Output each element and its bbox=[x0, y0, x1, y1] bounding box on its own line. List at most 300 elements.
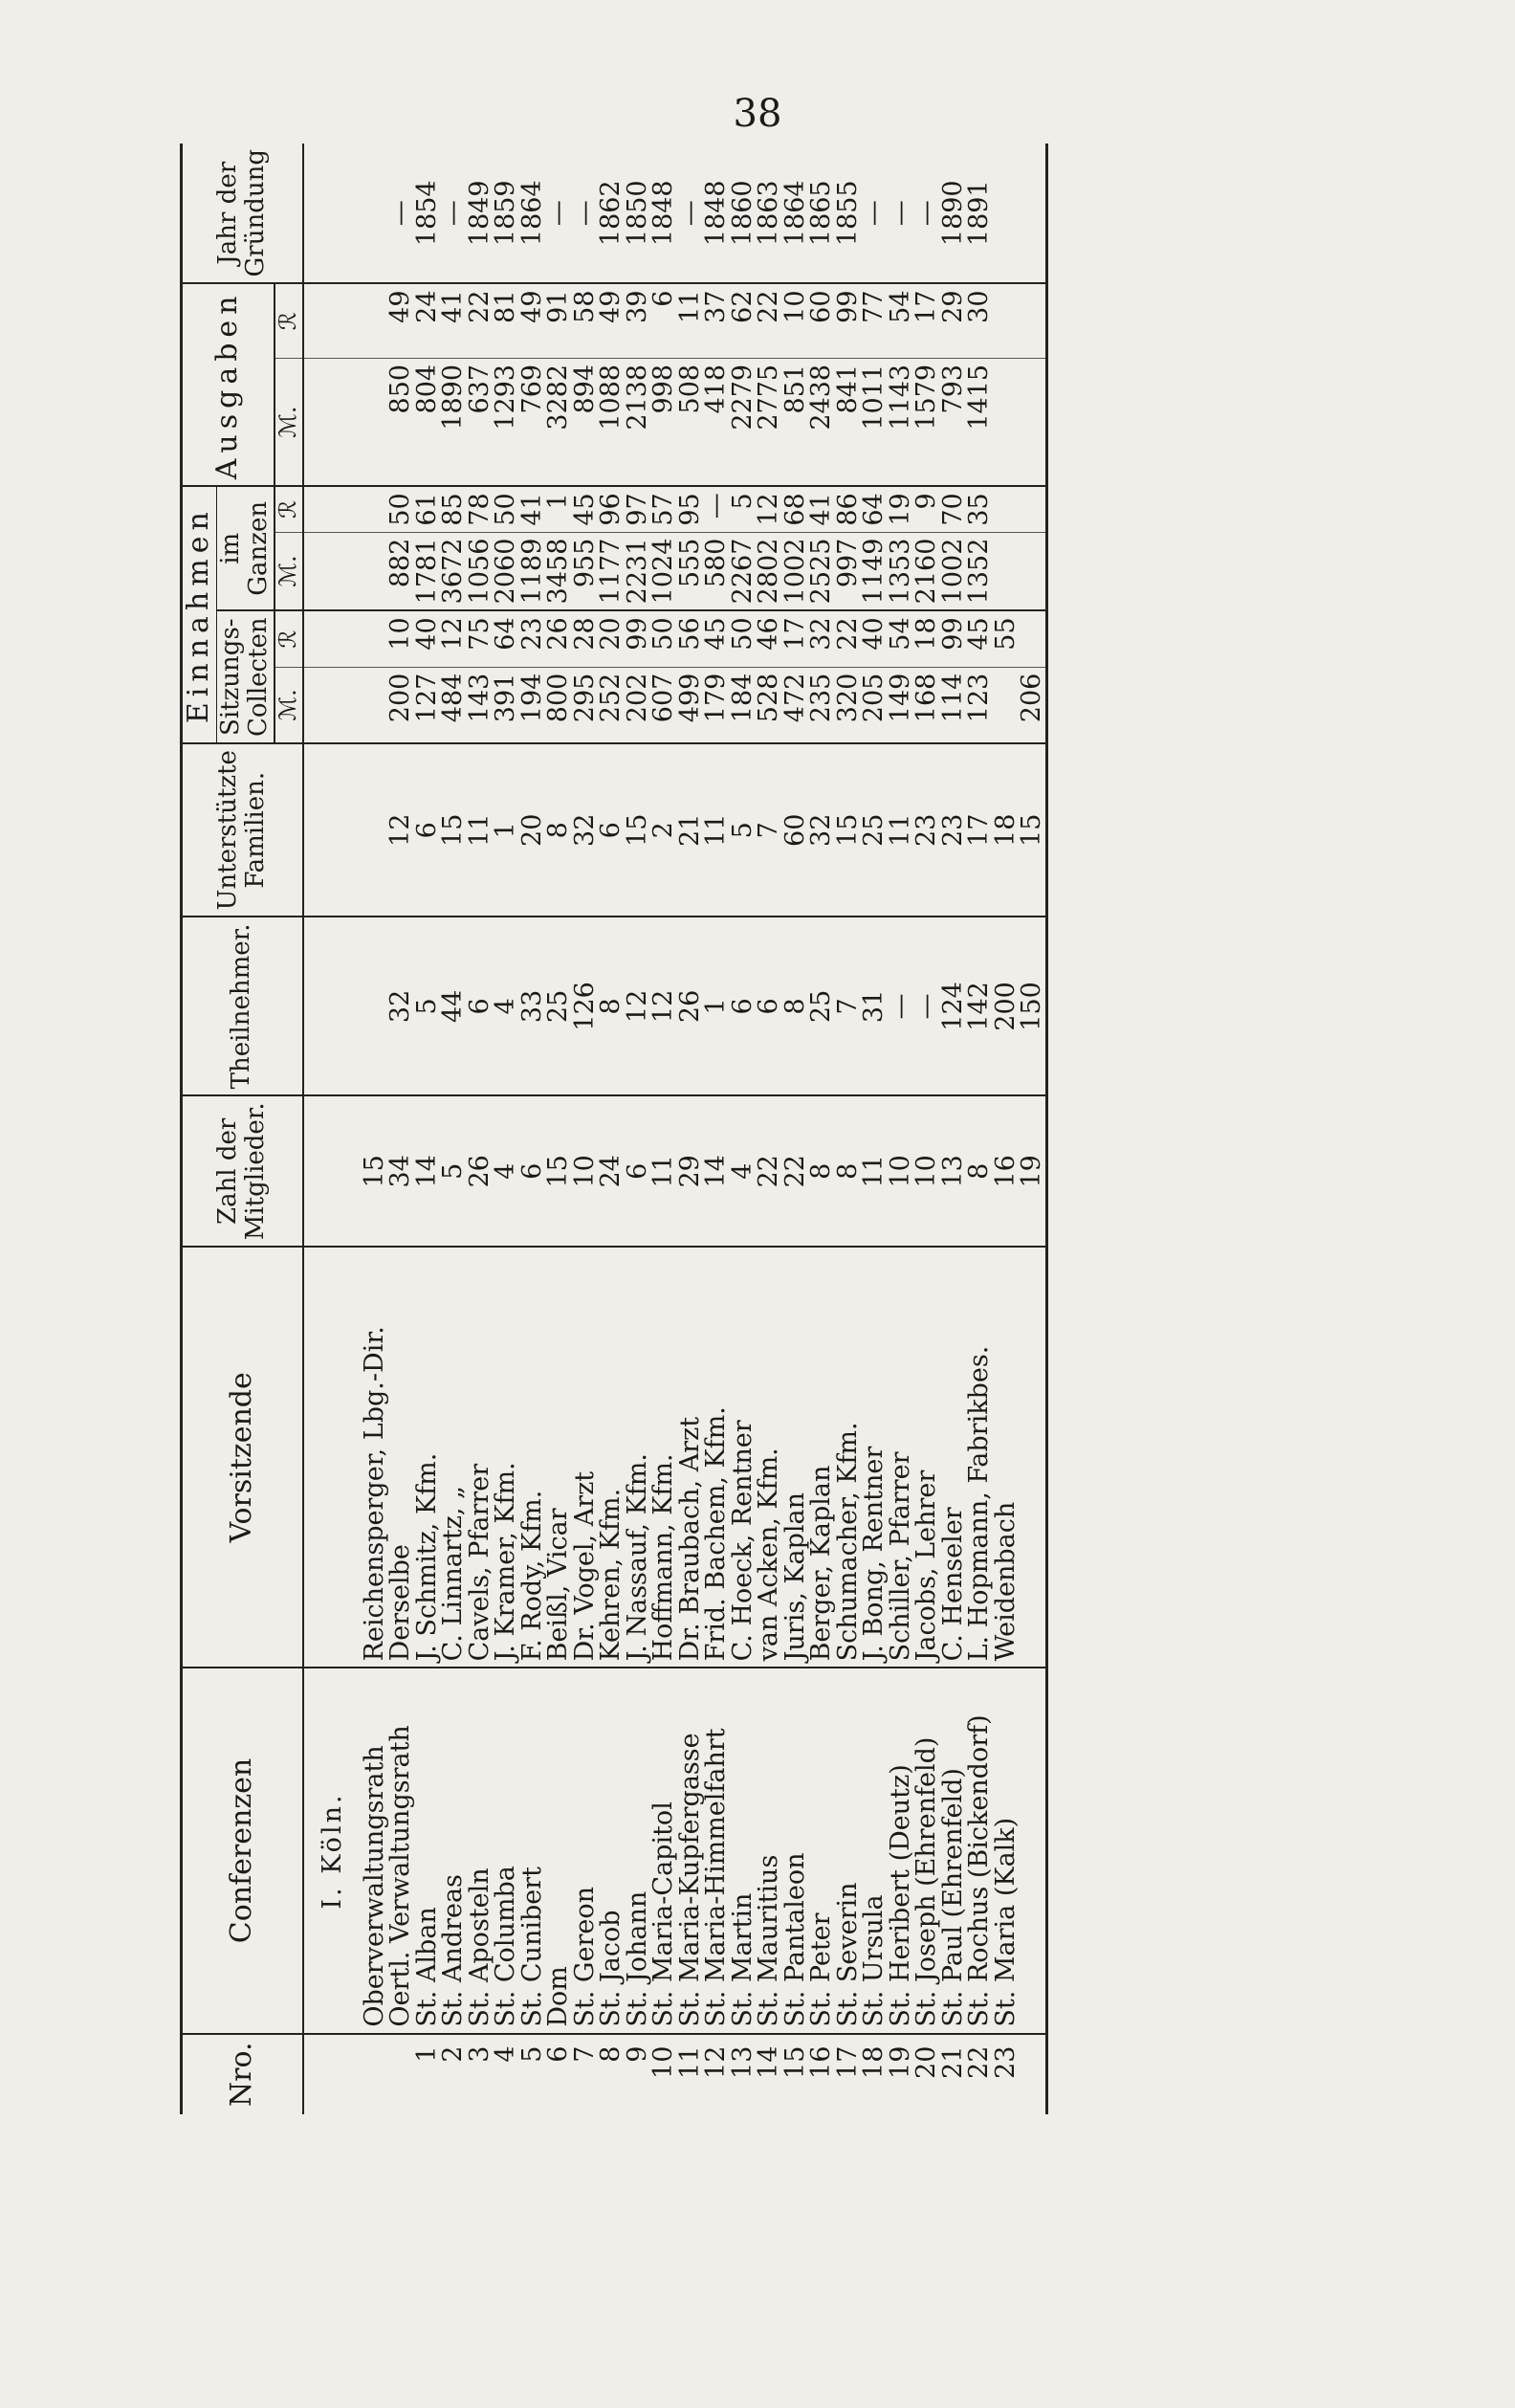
unit-pf-aus: ℛ bbox=[274, 284, 303, 359]
cell-sc-pf: 64 bbox=[493, 610, 519, 667]
cell-aus-mark: 841 bbox=[835, 358, 862, 486]
cell-sc-pf: 22 bbox=[835, 610, 862, 667]
cell-sc-pf: 50 bbox=[650, 610, 677, 667]
cell-aus-mark: 793 bbox=[940, 358, 967, 486]
cell-members: 22 bbox=[782, 1095, 809, 1247]
cell-participants: 5 bbox=[414, 917, 441, 1096]
cell-president: Dr. Vogel, Arzt bbox=[572, 1247, 599, 1668]
cell-sc-pf: 23 bbox=[519, 610, 546, 667]
cell-president: Cavels, Pfarrer bbox=[467, 1247, 494, 1668]
cell-president: J. Kramer, Kfm. bbox=[493, 1247, 519, 1668]
cell-members: 10 bbox=[888, 1095, 914, 1247]
cell-nr: 15 bbox=[779, 2045, 810, 2079]
cell-sc-mark: 607 bbox=[650, 667, 677, 743]
section-empty bbox=[303, 532, 362, 610]
cell-ig-mark: 1024 bbox=[650, 532, 677, 610]
cell-conference: St. Heribert (Deutz) bbox=[888, 1668, 914, 2033]
cell-ig-mark: 1189 bbox=[519, 532, 546, 610]
cell-year: 1860 bbox=[730, 144, 757, 284]
table-row bbox=[440, 144, 467, 2114]
cell-families: 32 bbox=[572, 743, 599, 917]
cell-participants: 31 bbox=[861, 917, 888, 1096]
cell-sc-mark: 235 bbox=[808, 667, 835, 743]
cell-sc-pf: 75 bbox=[467, 610, 494, 667]
table-row bbox=[730, 144, 757, 2114]
cell-nr: 9 bbox=[622, 2045, 652, 2063]
cell-nr bbox=[1019, 2034, 1046, 2114]
cell-aus-pf: 22 bbox=[467, 284, 494, 359]
cell-aus-mark bbox=[1019, 358, 1046, 486]
cell-aus-pf bbox=[362, 284, 388, 359]
table-row bbox=[835, 144, 862, 2114]
unit-mark-sc: ℳ. bbox=[274, 667, 303, 743]
cell-aus-mark: 2138 bbox=[625, 358, 651, 486]
cell-ig-pf: 96 bbox=[598, 486, 625, 532]
section-empty bbox=[303, 284, 362, 359]
cell-year: — bbox=[545, 144, 572, 284]
cell-nr: 17 bbox=[832, 2045, 863, 2079]
cell-members: 22 bbox=[756, 1095, 782, 1247]
cell-sc-mark: 194 bbox=[519, 667, 546, 743]
cell-sc-pf: 40 bbox=[414, 610, 441, 667]
cell-members: 14 bbox=[414, 1095, 441, 1247]
cell-participants: 7 bbox=[835, 917, 862, 1096]
cell-aus-mark: 418 bbox=[703, 358, 730, 486]
cell-participants: 150 bbox=[1019, 917, 1046, 1096]
cell-aus-pf: 24 bbox=[414, 284, 441, 359]
cell-conference: Dom bbox=[545, 1668, 572, 2033]
cell-families: 1 bbox=[493, 743, 519, 917]
table-row bbox=[362, 144, 388, 2114]
cell-year: 1855 bbox=[835, 144, 862, 284]
cell-president: Weidenbach bbox=[993, 1247, 1020, 1668]
table-row bbox=[572, 144, 599, 2114]
cell-nr: 5 bbox=[516, 2045, 547, 2063]
cell-nr: 10 bbox=[648, 2045, 679, 2079]
cell-sc-pf: 12 bbox=[440, 610, 467, 667]
cell-members: 11 bbox=[650, 1095, 677, 1247]
cell-nr: 23 bbox=[990, 2045, 1021, 2079]
header-supported-families: Unterstützte Familien. bbox=[182, 743, 303, 917]
cell-president: Hoffmann, Kfm. bbox=[650, 1247, 677, 1668]
cell-president: Dr. Braubach, Arzt bbox=[677, 1247, 704, 1668]
cell-ig-pf: 64 bbox=[861, 486, 888, 532]
table-row bbox=[703, 144, 730, 2114]
cell-members: 14 bbox=[703, 1095, 730, 1247]
cell-nr: 13 bbox=[727, 2045, 758, 2079]
cell-ig-mark: 1056 bbox=[467, 532, 494, 610]
cell-year: 1891 bbox=[966, 144, 993, 284]
cell-president: Kehren, Kfm. bbox=[598, 1247, 625, 1668]
cell-year: 1850 bbox=[625, 144, 651, 284]
cell-sc-mark: 202 bbox=[625, 667, 651, 743]
cell-participants: 33 bbox=[519, 917, 546, 1096]
cell-year: 1849 bbox=[467, 144, 494, 284]
cell-aus-mark: 851 bbox=[782, 358, 809, 486]
cell-participants: 4 bbox=[493, 917, 519, 1096]
cell-families: 11 bbox=[703, 743, 730, 917]
cell-sc-pf: 20 bbox=[598, 610, 625, 667]
cell-sc-pf: 32 bbox=[808, 610, 835, 667]
cell-ig-pf: 41 bbox=[519, 486, 546, 532]
cell-nr: 14 bbox=[754, 2045, 784, 2079]
unit-pf-ig: ℛ bbox=[274, 486, 303, 532]
cell-members: 4 bbox=[730, 1095, 757, 1247]
table-row bbox=[677, 144, 704, 2114]
cell-participants: 200 bbox=[993, 917, 1020, 1096]
cell-participants: 25 bbox=[808, 917, 835, 1096]
cell-year: 1854 bbox=[414, 144, 441, 284]
cell-sc-mark: 179 bbox=[703, 667, 730, 743]
cell-ig-pf: 85 bbox=[440, 486, 467, 532]
cell-ig-mark: 2160 bbox=[913, 532, 940, 610]
cell-nr: 20 bbox=[911, 2045, 942, 2079]
cell-president: Schiller, Pfarrer bbox=[888, 1247, 914, 1668]
cell-sc-pf: 26 bbox=[545, 610, 572, 667]
cell-ig-mark: 1781 bbox=[414, 532, 441, 610]
cell-aus-mark: 508 bbox=[677, 358, 704, 486]
cell-conference: Oertl. Verwaltungsrath bbox=[387, 1668, 414, 2033]
cell-ig-mark: 2802 bbox=[756, 532, 782, 610]
cell-president: C. Hoeck, Rentner bbox=[730, 1247, 757, 1668]
rotated-table-wrapper bbox=[180, 144, 1394, 2114]
cell-families: 23 bbox=[940, 743, 967, 917]
cell-families: 2 bbox=[650, 743, 677, 917]
cell-year: 1848 bbox=[650, 144, 677, 284]
table-row bbox=[598, 144, 625, 2114]
cell-president: Jacobs, Lehrer bbox=[913, 1247, 940, 1668]
cell-nr bbox=[387, 2034, 414, 2114]
cell-year: — bbox=[440, 144, 467, 284]
cell-ig-mark bbox=[993, 532, 1020, 610]
cell-nr: 8 bbox=[596, 2045, 626, 2063]
cell-aus-mark: 804 bbox=[414, 358, 441, 486]
cell-ig-pf: 78 bbox=[467, 486, 494, 532]
cell-ig-mark: 3672 bbox=[440, 532, 467, 610]
cell-sc-mark: 184 bbox=[730, 667, 757, 743]
cell-year: 1859 bbox=[493, 144, 519, 284]
cell-nr: 1 bbox=[411, 2045, 442, 2063]
cell-families: 18 bbox=[993, 743, 1020, 917]
section-empty bbox=[303, 1247, 362, 1668]
cell-ig-mark: 1002 bbox=[940, 532, 967, 610]
cell-ig-mark: 555 bbox=[677, 532, 704, 610]
cell-participants bbox=[362, 917, 388, 1096]
cell-members: 10 bbox=[913, 1095, 940, 1247]
cell-ig-pf: 57 bbox=[650, 486, 677, 532]
cell-ig-mark: 997 bbox=[835, 532, 862, 610]
cell-ig-pf bbox=[1019, 486, 1046, 532]
cell-participants: 25 bbox=[545, 917, 572, 1096]
cell-ig-pf: 97 bbox=[625, 486, 651, 532]
header-sitzungs-collecten: Sitzungs-Collecten bbox=[216, 610, 274, 743]
table-row bbox=[467, 144, 494, 2114]
cell-participants: 6 bbox=[756, 917, 782, 1096]
cell-nr: 6 bbox=[543, 2045, 574, 2063]
cell-families: 11 bbox=[467, 743, 494, 917]
cell-ig-pf: 12 bbox=[756, 486, 782, 532]
cell-sc-mark: 206 bbox=[1019, 667, 1046, 743]
cell-nr: 22 bbox=[964, 2045, 995, 2079]
cell-participants: 1 bbox=[703, 917, 730, 1096]
cell-year bbox=[362, 144, 388, 284]
cell-families: 15 bbox=[440, 743, 467, 917]
section-empty bbox=[303, 1095, 362, 1247]
cell-families: 15 bbox=[835, 743, 862, 917]
cell-sc-mark: 252 bbox=[598, 667, 625, 743]
unit-mark-ig: ℳ. bbox=[274, 532, 303, 610]
header-ausgaben: Ausgaben bbox=[182, 284, 275, 487]
cell-sc-mark: 484 bbox=[440, 667, 467, 743]
cell-ig-pf: 95 bbox=[677, 486, 704, 532]
cell-participants: 124 bbox=[940, 917, 967, 1096]
cell-nr: 4 bbox=[491, 2045, 521, 2063]
section-nr bbox=[303, 2034, 362, 2114]
cell-families: 32 bbox=[808, 743, 835, 917]
cell-aus-pf: 22 bbox=[756, 284, 782, 359]
cell-ig-mark: 1177 bbox=[598, 532, 625, 610]
cell-ig-pf: 1 bbox=[545, 486, 572, 532]
cell-president: Schumacher, Kfm. bbox=[835, 1247, 862, 1668]
cell-ig-pf: 41 bbox=[808, 486, 835, 532]
table-row bbox=[387, 144, 414, 2114]
cell-aus-pf: 62 bbox=[730, 284, 757, 359]
cell-members: 26 bbox=[467, 1095, 494, 1247]
cell-president: J. Schmitz, Kfm. bbox=[414, 1247, 441, 1668]
cell-year: 1848 bbox=[703, 144, 730, 284]
cell-conference: St. Mauritius bbox=[756, 1668, 782, 2033]
cell-families: 11 bbox=[888, 743, 914, 917]
cell-participants: 26 bbox=[677, 917, 704, 1096]
cell-nr: 11 bbox=[674, 2045, 705, 2079]
cell-conference: St. Pantaleon bbox=[782, 1668, 809, 2033]
cell-ig-pf: 19 bbox=[888, 486, 914, 532]
header-row-top bbox=[182, 144, 217, 2114]
cell-sc-mark: 200 bbox=[387, 667, 414, 743]
cell-families: 8 bbox=[545, 743, 572, 917]
cell-sc-mark: 168 bbox=[913, 667, 940, 743]
cell-members: 10 bbox=[572, 1095, 599, 1247]
cell-aus-pf: 37 bbox=[703, 284, 730, 359]
cell-members: 24 bbox=[598, 1095, 625, 1247]
cell-sc-mark: 143 bbox=[467, 667, 494, 743]
table-row bbox=[861, 144, 888, 2114]
cell-conference: St. Johann bbox=[625, 1668, 651, 2033]
cell-ig-pf bbox=[362, 486, 388, 532]
cell-families: 60 bbox=[782, 743, 809, 917]
cell-participants: 8 bbox=[598, 917, 625, 1096]
cell-ig-pf: — bbox=[703, 486, 730, 532]
cell-sc-mark: 149 bbox=[888, 667, 914, 743]
cell-sc-pf bbox=[1019, 610, 1046, 667]
cell-families: 15 bbox=[1019, 743, 1046, 917]
cell-conference: St. Severin bbox=[835, 1668, 862, 2033]
cell-aus-pf: 91 bbox=[545, 284, 572, 359]
section-empty bbox=[303, 486, 362, 532]
cell-sc-pf: 28 bbox=[572, 610, 599, 667]
cell-aus-mark: 1011 bbox=[861, 358, 888, 486]
cell-aus-mark: 850 bbox=[387, 358, 414, 486]
cell-participants: 6 bbox=[730, 917, 757, 1096]
cell-sc-pf bbox=[362, 610, 388, 667]
cell-families: 15 bbox=[625, 743, 651, 917]
cell-aus-pf: 99 bbox=[835, 284, 862, 359]
cell-nr: 21 bbox=[937, 2045, 968, 2079]
cell-ig-pf: 35 bbox=[966, 486, 993, 532]
conference-statistics-table bbox=[180, 144, 1048, 2114]
section-label: I. Köln. bbox=[303, 1668, 362, 2033]
table-row bbox=[545, 144, 572, 2114]
cell-members: 11 bbox=[861, 1095, 888, 1247]
cell-ig-pf: 5 bbox=[730, 486, 757, 532]
cell-sc-mark: 295 bbox=[572, 667, 599, 743]
header-nr: Nro. bbox=[182, 2034, 303, 2114]
header-participants: Theilnehmer. bbox=[182, 917, 303, 1096]
section-row bbox=[303, 144, 362, 2114]
cell-aus-pf: 77 bbox=[861, 284, 888, 359]
cell-conference: St. Jacob bbox=[598, 1668, 625, 2033]
cell-conference: Oberverwaltungsrath bbox=[362, 1668, 388, 2033]
cell-aus-pf: 10 bbox=[782, 284, 809, 359]
cell-conference: St. Rochus (Bickendorf) bbox=[966, 1668, 993, 2033]
header-einnahmen: Einnahmen bbox=[182, 486, 217, 743]
page-number: 38 bbox=[733, 92, 782, 136]
header-conferences: Conferenzen bbox=[182, 1668, 303, 2033]
cell-ig-pf: 61 bbox=[414, 486, 441, 532]
cell-aus-pf: 11 bbox=[677, 284, 704, 359]
cell-year: 1865 bbox=[808, 144, 835, 284]
cell-ig-mark: 2060 bbox=[493, 532, 519, 610]
cell-ig-mark: 580 bbox=[703, 532, 730, 610]
cell-aus-mark: 1579 bbox=[913, 358, 940, 486]
cell-aus-mark: 3282 bbox=[545, 358, 572, 486]
cell-ig-mark: 2267 bbox=[730, 532, 757, 610]
cell-president: C. Linnartz, „ bbox=[440, 1247, 467, 1668]
cell-sc-mark: 800 bbox=[545, 667, 572, 743]
cell-members: 16 bbox=[993, 1095, 1020, 1247]
cell-sc-pf: 50 bbox=[730, 610, 757, 667]
cell-sc-pf: 17 bbox=[782, 610, 809, 667]
cell-year bbox=[1019, 144, 1046, 284]
cell-ig-mark: 955 bbox=[572, 532, 599, 610]
cell-sc-mark: 127 bbox=[414, 667, 441, 743]
cell-aus-pf: 17 bbox=[913, 284, 940, 359]
cell-year: — bbox=[861, 144, 888, 284]
cell-sc-mark: 391 bbox=[493, 667, 519, 743]
cell-participants: — bbox=[888, 917, 914, 1096]
cell-ig-pf: 50 bbox=[387, 486, 414, 532]
cell-sc-mark: 114 bbox=[940, 667, 967, 743]
table-row bbox=[650, 144, 677, 2114]
cell-ig-pf: 70 bbox=[940, 486, 967, 532]
cell-families bbox=[362, 743, 388, 917]
cell-members: 19 bbox=[1019, 1095, 1046, 1247]
cell-president: Juris, Kaplan bbox=[782, 1247, 809, 1668]
cell-participants: 126 bbox=[572, 917, 599, 1096]
cell-year: — bbox=[888, 144, 914, 284]
cell-aus-pf: 41 bbox=[440, 284, 467, 359]
cell-aus-pf: 58 bbox=[572, 284, 599, 359]
cell-participants: 44 bbox=[440, 917, 467, 1096]
cell-conference: St. Ursula bbox=[861, 1668, 888, 2033]
cell-families: 6 bbox=[598, 743, 625, 917]
cell-aus-mark bbox=[362, 358, 388, 486]
cell-conference: St. Columba bbox=[493, 1668, 519, 2033]
cell-aus-mark bbox=[993, 358, 1020, 486]
cell-sc-pf: 99 bbox=[940, 610, 967, 667]
cell-president: Frid. Bachem, Kfm. bbox=[703, 1247, 730, 1668]
cell-ig-pf: 68 bbox=[782, 486, 809, 532]
cell-ig-mark: 1002 bbox=[782, 532, 809, 610]
cell-members: 13 bbox=[940, 1095, 967, 1247]
cell-aus-mark: 2775 bbox=[756, 358, 782, 486]
cell-sc-mark: 528 bbox=[756, 667, 782, 743]
cell-families: 17 bbox=[966, 743, 993, 917]
cell-aus-pf: 81 bbox=[493, 284, 519, 359]
cell-ig-mark: 1353 bbox=[888, 532, 914, 610]
cell-year: — bbox=[677, 144, 704, 284]
cell-conference: St. Gereon bbox=[572, 1668, 599, 2033]
cell-conference: St. Maria-Himmelfahrt bbox=[703, 1668, 730, 2033]
cell-president: J. Bong, Rentner bbox=[861, 1247, 888, 1668]
cell-conference: St. Aposteln bbox=[467, 1668, 494, 2033]
cell-sc-pf: 18 bbox=[913, 610, 940, 667]
cell-members: 5 bbox=[440, 1095, 467, 1247]
cell-year: 1864 bbox=[519, 144, 546, 284]
cell-aus-pf bbox=[1019, 284, 1046, 359]
cell-participants: 12 bbox=[650, 917, 677, 1096]
cell-year: 1890 bbox=[940, 144, 967, 284]
cell-president: C. Henseler bbox=[940, 1247, 967, 1668]
cell-president: Berger, Kaplan bbox=[808, 1247, 835, 1668]
cell-nr: 7 bbox=[569, 2045, 600, 2063]
cell-members: 15 bbox=[545, 1095, 572, 1247]
cell-aus-mark: 1143 bbox=[888, 358, 914, 486]
cell-aus-pf: 49 bbox=[387, 284, 414, 359]
cell-aus-pf: 30 bbox=[966, 284, 993, 359]
header-year-founded: Jahr der Gründung bbox=[182, 144, 303, 284]
table-row bbox=[756, 144, 782, 2114]
unit-pf-sc: ℛ bbox=[274, 610, 303, 667]
cell-ig-mark: 1352 bbox=[966, 532, 993, 610]
cell-sc-pf: 46 bbox=[756, 610, 782, 667]
cell-conference: St. Joseph (Ehrenfeld) bbox=[913, 1668, 940, 2033]
cell-nr: 2 bbox=[438, 2045, 469, 2063]
cell-aus-mark: 2438 bbox=[808, 358, 835, 486]
cell-conference: St. Cunibert bbox=[519, 1668, 546, 2033]
cell-sc-mark: 320 bbox=[835, 667, 862, 743]
cell-ig-mark bbox=[362, 532, 388, 610]
cell-participants: 12 bbox=[625, 917, 651, 1096]
cell-aus-pf: 39 bbox=[625, 284, 651, 359]
header-im-ganzen: im Ganzen bbox=[216, 486, 274, 610]
cell-ig-pf: 86 bbox=[835, 486, 862, 532]
section-empty bbox=[303, 917, 362, 1096]
cell-participants: 8 bbox=[782, 917, 809, 1096]
cell-president: Derselbe bbox=[387, 1247, 414, 1668]
cell-families: 21 bbox=[677, 743, 704, 917]
cell-aus-mark: 1088 bbox=[598, 358, 625, 486]
cell-ig-mark: 1149 bbox=[861, 532, 888, 610]
cell-aus-mark: 1890 bbox=[440, 358, 467, 486]
cell-president: Reichensperger, Lbg.-Dir. bbox=[362, 1247, 388, 1668]
cell-ig-mark: 3458 bbox=[545, 532, 572, 610]
cell-year: 1863 bbox=[756, 144, 782, 284]
cell-ig-pf: 50 bbox=[493, 486, 519, 532]
cell-families: 20 bbox=[519, 743, 546, 917]
cell-sc-pf: 54 bbox=[888, 610, 914, 667]
cell-families: 5 bbox=[730, 743, 757, 917]
